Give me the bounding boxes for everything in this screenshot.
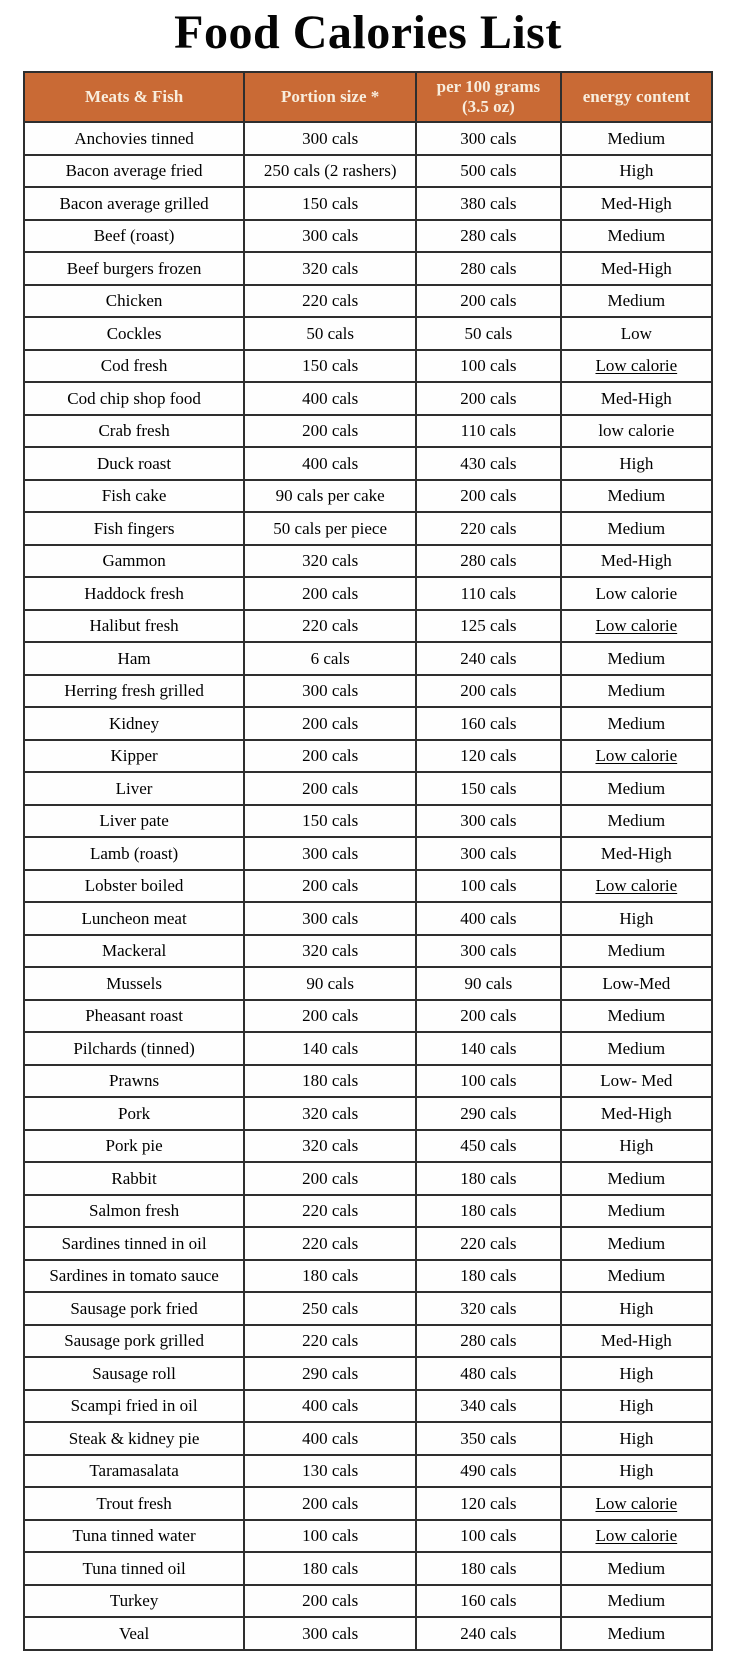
food-name-cell: Bacon average grilled [24, 187, 244, 220]
per-100g-cell: 430 cals [416, 447, 560, 480]
portion-size-cell: 320 cals [244, 1097, 416, 1130]
energy-content-cell: High [561, 155, 712, 188]
portion-size-cell: 250 cals [244, 1292, 416, 1325]
food-name-cell: Sausage roll [24, 1357, 244, 1390]
table-row [24, 1065, 712, 1098]
table-row [24, 772, 712, 805]
per-100g-cell: 140 cals [416, 1032, 560, 1065]
per-100g-cell: 280 cals [416, 252, 560, 285]
energy-content-cell: Med-High [561, 837, 712, 870]
energy-content-cell: High [561, 1455, 712, 1488]
per-100g-cell: 500 cals [416, 155, 560, 188]
per-100g-cell: 480 cals [416, 1357, 560, 1390]
energy-content-underlined-text: Low calorie [595, 1493, 678, 1513]
table-row [24, 870, 712, 903]
table-row [24, 1357, 712, 1390]
per-100g-cell: 180 cals [416, 1162, 560, 1195]
per-100g-cell: 100 cals [416, 870, 560, 903]
table-row [24, 252, 712, 285]
energy-content-cell: Medium [561, 1552, 712, 1585]
portion-size-cell: 320 cals [244, 935, 416, 968]
food-name-cell: Tuna tinned oil [24, 1552, 244, 1585]
table-row [24, 1162, 712, 1195]
header-energy-content: energy content [561, 72, 712, 122]
portion-size-cell: 320 cals [244, 545, 416, 578]
food-name-cell: Rabbit [24, 1162, 244, 1195]
food-name-cell: Pheasant roast [24, 1000, 244, 1033]
energy-content-cell: Medium [561, 805, 712, 838]
energy-content-cell [561, 740, 712, 773]
table-row [24, 1292, 712, 1325]
energy-content-cell: High [561, 1390, 712, 1423]
energy-content-cell: Medium [561, 220, 712, 253]
table-row [24, 1552, 712, 1585]
portion-size-cell: 220 cals [244, 285, 416, 318]
food-name-cell: Mussels [24, 967, 244, 1000]
header-meats-fish: Meats & Fish [24, 72, 244, 122]
header-portion-size: Portion size * [244, 72, 416, 122]
energy-content-cell: High [561, 1130, 712, 1163]
portion-size-cell: 300 cals [244, 902, 416, 935]
per-100g-cell: 300 cals [416, 805, 560, 838]
table-header-row [24, 72, 712, 122]
food-name-cell: Kidney [24, 707, 244, 740]
energy-content-cell: Low [561, 317, 712, 350]
food-name-cell: Luncheon meat [24, 902, 244, 935]
per-100g-cell: 320 cals [416, 1292, 560, 1325]
per-100g-cell: 200 cals [416, 480, 560, 513]
energy-content-cell: Medium [561, 1000, 712, 1033]
per-100g-cell: 180 cals [416, 1260, 560, 1293]
per-100g-cell: 450 cals [416, 1130, 560, 1163]
energy-content-cell: Low- Med [561, 1065, 712, 1098]
food-name-cell: Crab fresh [24, 415, 244, 448]
table-row [24, 447, 712, 480]
food-name-cell: Gammon [24, 545, 244, 578]
energy-content-cell: Medium [561, 675, 712, 708]
table-row [24, 935, 712, 968]
energy-content-cell: High [561, 447, 712, 480]
table-row [24, 577, 712, 610]
per-100g-cell: 300 cals [416, 935, 560, 968]
food-name-cell: Pilchards (tinned) [24, 1032, 244, 1065]
portion-size-cell: 180 cals [244, 1552, 416, 1585]
portion-size-cell: 90 cals per cake [244, 480, 416, 513]
portion-size-cell: 320 cals [244, 1130, 416, 1163]
food-name-cell: Steak & kidney pie [24, 1422, 244, 1455]
per-100g-cell: 180 cals [416, 1552, 560, 1585]
per-100g-cell: 100 cals [416, 1520, 560, 1553]
portion-size-cell: 200 cals [244, 772, 416, 805]
food-name-cell: Beef burgers frozen [24, 252, 244, 285]
energy-content-cell: Med-High [561, 382, 712, 415]
energy-content-cell: High [561, 1292, 712, 1325]
energy-content-cell: Medium [561, 772, 712, 805]
energy-content-cell [561, 1520, 712, 1553]
table-row [24, 512, 712, 545]
table-row [24, 220, 712, 253]
food-name-cell: Duck roast [24, 447, 244, 480]
table-row [24, 1520, 712, 1553]
energy-content-underlined-text: Low calorie [595, 876, 678, 896]
food-name-cell: Sardines in tomato sauce [24, 1260, 244, 1293]
portion-size-cell: 130 cals [244, 1455, 416, 1488]
energy-content-underlined-text: Low calorie [595, 1526, 678, 1546]
table-row [24, 1325, 712, 1358]
per-100g-cell: 100 cals [416, 1065, 560, 1098]
portion-size-cell: 300 cals [244, 1617, 416, 1650]
food-name-cell: Sausage pork grilled [24, 1325, 244, 1358]
energy-content-cell: Medium [561, 642, 712, 675]
portion-size-cell: 300 cals [244, 122, 416, 155]
portion-size-cell: 100 cals [244, 1520, 416, 1553]
energy-content-cell: Medium [561, 285, 712, 318]
table-row [24, 317, 712, 350]
energy-content-cell: Medium [561, 512, 712, 545]
energy-content-cell: Medium [561, 1032, 712, 1065]
per-100g-cell: 350 cals [416, 1422, 560, 1455]
table-row [24, 285, 712, 318]
table-row [24, 382, 712, 415]
per-100g-cell: 340 cals [416, 1390, 560, 1423]
table-row [24, 350, 712, 383]
table-row [24, 967, 712, 1000]
portion-size-cell: 180 cals [244, 1260, 416, 1293]
table-row [24, 805, 712, 838]
table-body [24, 122, 712, 1650]
portion-size-cell: 400 cals [244, 382, 416, 415]
energy-content-cell: High [561, 1357, 712, 1390]
per-100g-cell: 150 cals [416, 772, 560, 805]
table-row [24, 480, 712, 513]
table-row [24, 642, 712, 675]
energy-content-cell: High [561, 902, 712, 935]
per-100g-cell: 200 cals [416, 285, 560, 318]
portion-size-cell: 200 cals [244, 740, 416, 773]
portion-size-cell: 50 cals [244, 317, 416, 350]
table-row [24, 1487, 712, 1520]
energy-content-cell: Med-High [561, 187, 712, 220]
portion-size-cell: 220 cals [244, 610, 416, 643]
food-name-cell: Haddock fresh [24, 577, 244, 610]
portion-size-cell: 200 cals [244, 1000, 416, 1033]
portion-size-cell: 300 cals [244, 675, 416, 708]
per-100g-cell: 300 cals [416, 837, 560, 870]
table-row [24, 707, 712, 740]
food-name-cell: Salmon fresh [24, 1195, 244, 1228]
per-100g-cell: 125 cals [416, 610, 560, 643]
food-calories-table [23, 71, 713, 1651]
portion-size-cell: 400 cals [244, 1390, 416, 1423]
food-name-cell: Taramasalata [24, 1455, 244, 1488]
per-100g-cell: 90 cals [416, 967, 560, 1000]
food-name-cell: Lamb (roast) [24, 837, 244, 870]
portion-size-cell: 220 cals [244, 1227, 416, 1260]
table-header [24, 72, 712, 122]
per-100g-cell: 240 cals [416, 1617, 560, 1650]
per-100g-cell: 280 cals [416, 1325, 560, 1358]
food-name-cell: Cod chip shop food [24, 382, 244, 415]
table-row [24, 1455, 712, 1488]
portion-size-cell: 300 cals [244, 837, 416, 870]
table-row [24, 1195, 712, 1228]
portion-size-cell: 400 cals [244, 447, 416, 480]
portion-size-cell: 300 cals [244, 220, 416, 253]
page-title: Food Calories List [174, 6, 562, 59]
food-name-cell: Chicken [24, 285, 244, 318]
table-row [24, 1097, 712, 1130]
food-name-cell: Fish cake [24, 480, 244, 513]
food-name-cell: Turkey [24, 1585, 244, 1618]
food-name-cell: Beef (roast) [24, 220, 244, 253]
per-100g-cell: 400 cals [416, 902, 560, 935]
food-name-cell: Anchovies tinned [24, 122, 244, 155]
portion-size-cell: 200 cals [244, 577, 416, 610]
table-row [24, 1032, 712, 1065]
energy-content-cell: Medium [561, 122, 712, 155]
table-row [24, 610, 712, 643]
food-name-cell: Sardines tinned in oil [24, 1227, 244, 1260]
energy-content-cell: Medium [561, 935, 712, 968]
portion-size-cell: 150 cals [244, 350, 416, 383]
portion-size-cell: 220 cals [244, 1325, 416, 1358]
food-name-cell: Veal [24, 1617, 244, 1650]
portion-size-cell: 290 cals [244, 1357, 416, 1390]
energy-content-cell: Med-High [561, 1097, 712, 1130]
food-name-cell: Pork [24, 1097, 244, 1130]
portion-size-cell: 180 cals [244, 1065, 416, 1098]
energy-content-cell: Medium [561, 1162, 712, 1195]
per-100g-cell: 290 cals [416, 1097, 560, 1130]
table-row [24, 122, 712, 155]
food-name-cell: Cod fresh [24, 350, 244, 383]
table-row [24, 902, 712, 935]
food-name-cell: Lobster boiled [24, 870, 244, 903]
table-row [24, 1585, 712, 1618]
table-row [24, 675, 712, 708]
food-name-cell: Trout fresh [24, 1487, 244, 1520]
energy-content-cell [561, 350, 712, 383]
food-name-cell: Herring fresh grilled [24, 675, 244, 708]
portion-size-cell: 250 cals (2 rashers) [244, 155, 416, 188]
per-100g-cell: 240 cals [416, 642, 560, 675]
table-row [24, 187, 712, 220]
energy-content-cell [561, 870, 712, 903]
table-row [24, 1227, 712, 1260]
food-name-cell: Prawns [24, 1065, 244, 1098]
energy-content-cell: Medium [561, 1585, 712, 1618]
energy-content-cell: Medium [561, 1227, 712, 1260]
portion-size-cell: 50 cals per piece [244, 512, 416, 545]
energy-content-cell: Med-High [561, 1325, 712, 1358]
portion-size-cell: 200 cals [244, 1487, 416, 1520]
energy-content-cell: Medium [561, 1260, 712, 1293]
energy-content-cell: Medium [561, 1617, 712, 1650]
table-row [24, 1000, 712, 1033]
per-100g-cell: 200 cals [416, 675, 560, 708]
energy-content-cell: Low calorie [561, 577, 712, 610]
food-name-cell: Tuna tinned water [24, 1520, 244, 1553]
food-name-cell: Sausage pork fried [24, 1292, 244, 1325]
table-row [24, 837, 712, 870]
header-per-100-grams: per 100 grams (3.5 oz) [416, 72, 560, 122]
food-name-cell: Liver [24, 772, 244, 805]
table-row [24, 1422, 712, 1455]
per-100g-cell: 110 cals [416, 577, 560, 610]
per-100g-cell: 200 cals [416, 382, 560, 415]
table-row [24, 545, 712, 578]
energy-content-cell [561, 610, 712, 643]
food-name-cell: Liver pate [24, 805, 244, 838]
portion-size-cell: 90 cals [244, 967, 416, 1000]
energy-content-underlined-text: Low calorie [595, 356, 678, 376]
table-row [24, 1260, 712, 1293]
food-name-cell: Mackeral [24, 935, 244, 968]
per-100g-cell: 200 cals [416, 1000, 560, 1033]
table-row [24, 1130, 712, 1163]
portion-size-cell: 150 cals [244, 805, 416, 838]
portion-size-cell: 200 cals [244, 1162, 416, 1195]
table-row [24, 740, 712, 773]
per-100g-cell: 180 cals [416, 1195, 560, 1228]
energy-content-cell: Medium [561, 707, 712, 740]
portion-size-cell: 200 cals [244, 415, 416, 448]
per-100g-cell: 160 cals [416, 1585, 560, 1618]
food-name-cell: Pork pie [24, 1130, 244, 1163]
per-100g-cell: 110 cals [416, 415, 560, 448]
per-100g-cell: 490 cals [416, 1455, 560, 1488]
table-row [24, 1390, 712, 1423]
portion-size-cell: 140 cals [244, 1032, 416, 1065]
food-name-cell: Ham [24, 642, 244, 675]
per-100g-cell: 280 cals [416, 545, 560, 578]
energy-content-cell: Med-High [561, 545, 712, 578]
energy-content-cell: Medium [561, 480, 712, 513]
per-100g-cell: 220 cals [416, 1227, 560, 1260]
per-100g-cell: 120 cals [416, 740, 560, 773]
energy-content-cell: Low-Med [561, 967, 712, 1000]
portion-size-cell: 6 cals [244, 642, 416, 675]
food-name-cell: Scampi fried in oil [24, 1390, 244, 1423]
per-100g-cell: 300 cals [416, 122, 560, 155]
energy-content-cell: low calorie [561, 415, 712, 448]
portion-size-cell: 150 cals [244, 187, 416, 220]
table-row [24, 155, 712, 188]
table-row [24, 1617, 712, 1650]
energy-content-cell: Medium [561, 1195, 712, 1228]
energy-content-cell: High [561, 1422, 712, 1455]
per-100g-cell: 220 cals [416, 512, 560, 545]
per-100g-cell: 120 cals [416, 1487, 560, 1520]
portion-size-cell: 220 cals [244, 1195, 416, 1228]
per-100g-cell: 50 cals [416, 317, 560, 350]
food-name-cell: Kipper [24, 740, 244, 773]
per-100g-cell: 160 cals [416, 707, 560, 740]
energy-content-cell [561, 1487, 712, 1520]
food-name-cell: Halibut fresh [24, 610, 244, 643]
energy-content-cell: Med-High [561, 252, 712, 285]
portion-size-cell: 200 cals [244, 870, 416, 903]
table-row [24, 415, 712, 448]
per-100g-cell: 380 cals [416, 187, 560, 220]
food-name-cell: Bacon average fried [24, 155, 244, 188]
portion-size-cell: 200 cals [244, 707, 416, 740]
energy-content-underlined-text: Low calorie [595, 746, 678, 766]
per-100g-cell: 100 cals [416, 350, 560, 383]
per-100g-cell: 280 cals [416, 220, 560, 253]
energy-content-underlined-text: Low calorie [595, 616, 678, 636]
portion-size-cell: 320 cals [244, 252, 416, 285]
portion-size-cell: 200 cals [244, 1585, 416, 1618]
food-name-cell: Fish fingers [24, 512, 244, 545]
portion-size-cell: 400 cals [244, 1422, 416, 1455]
food-name-cell: Cockles [24, 317, 244, 350]
